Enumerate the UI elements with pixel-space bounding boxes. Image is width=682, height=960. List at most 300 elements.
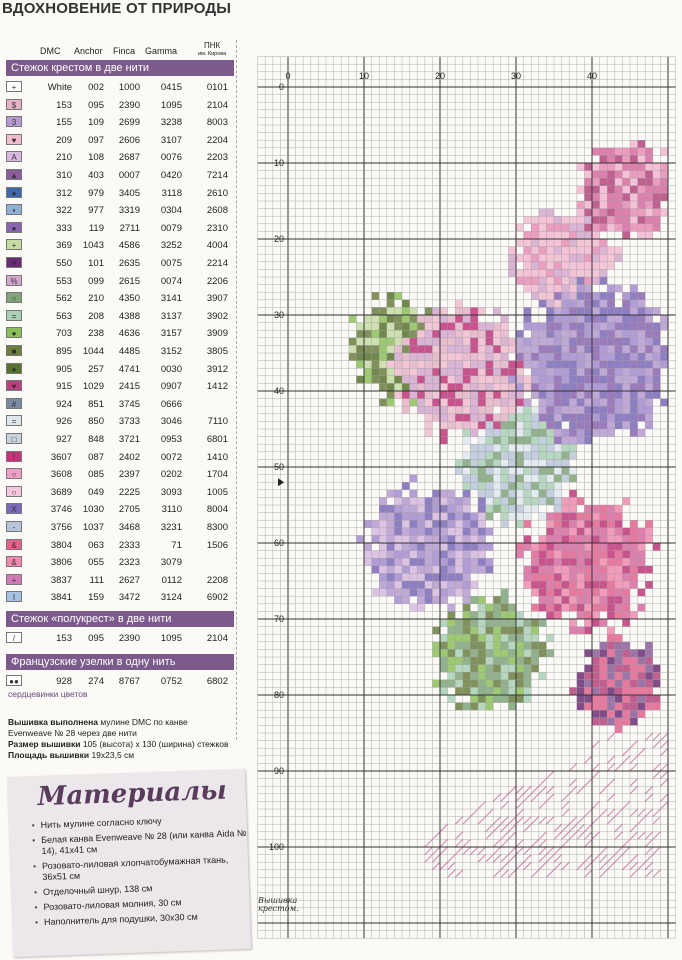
note-text: 19x23,5 см — [89, 750, 135, 760]
stitch-cell — [425, 543, 433, 551]
stitch-cell — [493, 421, 501, 429]
thread-code: 049 — [88, 486, 104, 498]
stitch-cell — [425, 589, 433, 597]
stitch-cell — [372, 589, 380, 597]
stitch-cell — [387, 391, 395, 399]
stitch-cell — [562, 459, 570, 467]
half-stitch — [493, 794, 501, 802]
stitch-cell — [516, 391, 524, 399]
stitch-cell — [577, 596, 585, 604]
materials-card — [7, 769, 251, 957]
y-tick-label: 100 — [268, 842, 284, 852]
stitch-cell — [440, 406, 448, 414]
stitch-cell — [546, 566, 554, 574]
stitch-cell — [440, 535, 448, 543]
stitch-cell — [524, 452, 532, 460]
stitch-cell — [607, 520, 615, 528]
stitch-cell — [607, 421, 615, 429]
stitch-cell — [364, 558, 372, 566]
stitch-cell — [615, 642, 623, 650]
thread-code: 369 — [56, 240, 72, 252]
stitch-cell — [524, 535, 532, 543]
stitch-cell — [516, 627, 524, 635]
stitch-cell — [531, 649, 539, 657]
half-stitch — [638, 832, 646, 840]
stitch-cell — [470, 452, 478, 460]
stitch-cell — [425, 505, 433, 513]
stitch-cell — [516, 224, 524, 232]
thread-code: 927 — [56, 434, 72, 445]
stitch-cell — [440, 589, 448, 597]
stitch-cell — [539, 209, 547, 217]
stitch-cell — [539, 285, 547, 293]
stitch-cell — [584, 543, 592, 551]
stitch-cell — [493, 414, 501, 422]
stitch-cell — [531, 429, 539, 437]
stitch-cell — [501, 444, 509, 452]
stitch-cell — [630, 209, 638, 217]
key-column-headers — [0, 40, 240, 60]
stitch-cell — [531, 361, 539, 369]
stitch-cell — [448, 414, 456, 422]
stitch-cell — [630, 186, 638, 194]
stitch-cell — [546, 338, 554, 346]
thread-code: 0072 — [160, 451, 182, 463]
stitch-cell — [554, 323, 562, 331]
stitch-cell — [539, 391, 547, 399]
stitch-cell — [372, 330, 380, 338]
stitch-cell — [577, 535, 585, 543]
stitch-cell — [531, 467, 539, 475]
stitch-cell — [493, 338, 501, 346]
half-stitch — [493, 839, 501, 847]
stitch-cell — [600, 224, 608, 232]
stitch-cell — [569, 262, 577, 270]
x-tick-label: 40 — [586, 71, 598, 81]
stitch-cell — [501, 399, 509, 407]
half-stitch — [455, 817, 463, 825]
stitch-cell — [539, 513, 547, 521]
stitch-cell — [455, 672, 463, 680]
stitch-cell — [501, 376, 509, 384]
thread-code: 0415 — [160, 82, 182, 93]
stitch-cell — [387, 307, 395, 315]
half-stitch — [660, 779, 668, 787]
thread-code: 3912 — [206, 363, 228, 375]
key-row — [6, 484, 234, 502]
stitch-cell — [569, 452, 577, 460]
half-stitch — [615, 763, 623, 771]
stitch-cell — [592, 703, 600, 711]
half-stitch — [630, 862, 638, 870]
stitch-cell — [539, 589, 547, 597]
stitch-cell — [516, 345, 524, 353]
stitch-cell — [638, 528, 646, 536]
stitch-cell — [615, 247, 623, 255]
stitch-cell — [493, 307, 501, 315]
stitch-cell — [577, 543, 585, 551]
thread-code: White — [47, 82, 72, 93]
half-stitch — [562, 832, 570, 840]
stitch-cell — [539, 459, 547, 467]
stitch-cell — [600, 292, 608, 300]
thread-code: 3902 — [206, 310, 228, 322]
stitch-cell — [584, 186, 592, 194]
stitch-cell — [569, 414, 577, 422]
key-row — [6, 449, 234, 467]
half-stitch — [531, 817, 539, 825]
stitch-cell — [577, 216, 585, 224]
key-col-gamma: Gamma — [145, 46, 178, 56]
stitch-cell — [539, 551, 547, 559]
stitch-cell — [486, 642, 494, 650]
half-stitch — [622, 801, 630, 809]
thread-code: 1005 — [206, 486, 228, 498]
stitch-cell — [584, 566, 592, 574]
stitch-cell — [660, 353, 668, 361]
stitch-cell — [486, 505, 494, 513]
stitch-cell — [394, 391, 402, 399]
stitch-cell — [600, 672, 608, 680]
stitch-cell — [440, 649, 448, 657]
stitch-cell — [562, 353, 570, 361]
stitch-cell — [600, 642, 608, 650]
stitch-cell — [463, 353, 471, 361]
stitch-cell — [524, 376, 532, 384]
half-stitch — [508, 847, 516, 855]
stitch-cell — [470, 596, 478, 604]
stitch-cell — [539, 566, 547, 574]
stitch-cell — [478, 414, 486, 422]
stitch-cell — [501, 627, 509, 635]
stitch-cell — [410, 315, 418, 323]
stitch-cell — [577, 604, 585, 612]
stitch-cell — [592, 323, 600, 331]
stitch-cell — [394, 581, 402, 589]
stitch-cell — [463, 672, 471, 680]
thread-code: 002 — [88, 82, 104, 93]
stitch-cell — [638, 171, 646, 179]
stitch-cell — [486, 627, 494, 635]
stitch-cell — [524, 634, 532, 642]
stitch-cell — [478, 535, 486, 543]
stitch-cell — [584, 209, 592, 217]
stitch-cell — [600, 695, 608, 703]
thread-code: 3907 — [206, 293, 228, 305]
stitch-cell — [387, 345, 395, 353]
stitch-cell — [569, 596, 577, 604]
stitch-cell — [486, 619, 494, 627]
stitch-cell — [448, 353, 456, 361]
stitch-cell — [607, 543, 615, 551]
stitch-cell — [387, 513, 395, 521]
stitch-cell — [402, 573, 410, 581]
stitch-cell — [387, 551, 395, 559]
half-stitch — [493, 817, 501, 825]
thread-code: 0953 — [160, 434, 182, 445]
stitch-cell — [448, 399, 456, 407]
stitch-cell — [554, 414, 562, 422]
half-stitch — [645, 847, 653, 855]
stitch-cell — [607, 414, 615, 422]
stitch-cell — [546, 596, 554, 604]
stitch-symbol-icon: $ — [6, 99, 22, 110]
thread-code: 3046 — [160, 416, 182, 428]
stitch-cell — [569, 239, 577, 247]
stitch-cell — [638, 193, 646, 201]
half-stitch — [478, 855, 486, 863]
stitch-cell — [531, 551, 539, 559]
x-tick-label: 30 — [510, 71, 522, 81]
stitch-cell — [554, 535, 562, 543]
stitch-cell — [546, 437, 554, 445]
stitch-cell — [501, 687, 509, 695]
stitch-cell — [486, 513, 494, 521]
stitch-cell — [592, 361, 600, 369]
stitch-cell — [592, 171, 600, 179]
stitch-cell — [569, 573, 577, 581]
stitch-cell — [432, 353, 440, 361]
stitch-cell — [478, 513, 486, 521]
stitch-cell — [577, 262, 585, 270]
stitch-cell — [584, 193, 592, 201]
stitch-cell — [394, 535, 402, 543]
half-stitch — [562, 862, 570, 870]
stitch-cell — [379, 558, 387, 566]
stitch-cell — [577, 383, 585, 391]
stitch-cell — [531, 665, 539, 673]
thread-code: 0304 — [160, 205, 182, 217]
stitch-cell — [562, 383, 570, 391]
half-stitch — [645, 870, 653, 878]
stitch-cell — [440, 421, 448, 429]
stitch-cell — [478, 680, 486, 688]
stitch-cell — [501, 497, 509, 505]
stitch-cell — [622, 710, 630, 718]
stitch-cell — [508, 703, 516, 711]
thread-code: 310 — [56, 170, 72, 181]
stitch-cell — [622, 216, 630, 224]
half-stitch — [448, 855, 456, 863]
stitch-cell — [630, 566, 638, 574]
stitch-cell — [600, 718, 608, 726]
stitch-cell — [387, 543, 395, 551]
stitch-cell — [455, 657, 463, 665]
stitch-cell — [516, 254, 524, 262]
half-stitch — [493, 855, 501, 863]
stitch-cell — [592, 338, 600, 346]
thread-code: 1410 — [206, 451, 228, 463]
stitch-cell — [501, 452, 509, 460]
stitch-cell — [387, 589, 395, 597]
stitch-cell — [402, 589, 410, 597]
thread-code: 2204 — [206, 134, 228, 146]
stitch-cell — [387, 323, 395, 331]
stitch-cell — [562, 391, 570, 399]
thread-code: 210 — [88, 293, 104, 305]
stitch-symbol-icon: ● — [6, 222, 22, 233]
stitch-cell — [448, 558, 456, 566]
half-stitch — [448, 862, 456, 870]
stitch-cell — [630, 520, 638, 528]
stitch-cell — [531, 376, 539, 384]
stitch-cell — [638, 695, 646, 703]
stitch-cell — [463, 551, 471, 559]
stitch-cell — [516, 239, 524, 247]
stitch-cell — [539, 475, 547, 483]
key-row — [6, 308, 234, 326]
stitch-cell — [546, 262, 554, 270]
thread-code: 8003 — [206, 117, 228, 129]
half-stitch — [607, 794, 615, 802]
stitch-cell — [630, 163, 638, 171]
stitch-cell — [463, 703, 471, 711]
stitch-cell — [394, 558, 402, 566]
stitch-cell — [478, 528, 486, 536]
stitch-cell — [463, 361, 471, 369]
stitch-cell — [577, 345, 585, 353]
stitch-cell — [501, 330, 509, 338]
half-stitch — [645, 794, 653, 802]
stitch-cell — [546, 467, 554, 475]
thread-code: 0666 — [160, 398, 182, 410]
stitch-cell — [531, 292, 539, 300]
stitch-cell — [432, 330, 440, 338]
stitch-cell — [630, 406, 638, 414]
stitch-cell — [486, 437, 494, 445]
stitch-cell — [622, 414, 630, 422]
stitch-cell — [539, 330, 547, 338]
stitch-cell — [410, 399, 418, 407]
stitch-cell — [379, 551, 387, 559]
stitch-cell — [516, 513, 524, 521]
stitch-cell — [592, 383, 600, 391]
stitch-cell — [607, 330, 615, 338]
stitch-cell — [607, 535, 615, 543]
thread-code: 099 — [88, 275, 104, 287]
stitch-cell — [524, 657, 532, 665]
thread-code: 3079 — [160, 557, 182, 569]
thread-code: 895 — [56, 346, 72, 357]
stitch-cell — [653, 307, 661, 315]
stitch-cell — [584, 285, 592, 293]
half-stitch — [607, 817, 615, 825]
key-row — [6, 114, 234, 132]
stitch-cell — [508, 399, 516, 407]
stitch-cell — [501, 421, 509, 429]
stitch-cell — [645, 224, 653, 232]
cross-stitch-pattern — [252, 45, 682, 945]
stitch-cell — [508, 619, 516, 627]
stitch-cell — [417, 383, 425, 391]
stitch-cell — [645, 345, 653, 353]
stitch-cell — [524, 490, 532, 498]
stitch-cell — [508, 680, 516, 688]
stitch-cell — [402, 558, 410, 566]
stitch-cell — [463, 368, 471, 376]
stitch-cell — [516, 368, 524, 376]
stitch-cell — [463, 307, 471, 315]
stitch-cell — [440, 505, 448, 513]
stitch-cell — [592, 277, 600, 285]
stitch-cell — [470, 528, 478, 536]
note-label: Размер вышивки — [8, 739, 81, 749]
stitch-cell — [493, 657, 501, 665]
stitch-cell — [562, 307, 570, 315]
stitch-cell — [592, 163, 600, 171]
column-divider — [236, 40, 237, 740]
stitch-cell — [562, 513, 570, 521]
stitch-cell — [630, 665, 638, 673]
half-stitch — [630, 832, 638, 840]
stitch-cell — [592, 148, 600, 156]
stitch-cell — [379, 307, 387, 315]
thread-code: 2699 — [118, 117, 140, 129]
stitch-cell — [478, 665, 486, 673]
stitch-cell — [463, 649, 471, 657]
stitch-cell — [440, 573, 448, 581]
stitch-cell — [577, 528, 585, 536]
stitch-cell — [600, 171, 608, 179]
stitch-cell — [455, 376, 463, 384]
stitch-cell — [463, 323, 471, 331]
stitch-cell — [577, 566, 585, 574]
stitch-cell — [508, 627, 516, 635]
stitch-cell — [607, 361, 615, 369]
stitch-cell — [554, 589, 562, 597]
thread-code: 3805 — [206, 346, 228, 357]
stitch-cell — [387, 383, 395, 391]
stitch-cell — [417, 406, 425, 414]
stitch-cell — [524, 383, 532, 391]
stitch-cell — [607, 209, 615, 217]
stitch-cell — [569, 254, 577, 262]
stitch-cell — [630, 383, 638, 391]
thread-code: 257 — [88, 363, 104, 375]
stitch-cell — [470, 482, 478, 490]
thread-code: 2608 — [206, 205, 228, 217]
stitch-cell — [478, 345, 486, 353]
stitch-cell — [569, 566, 577, 574]
stitch-cell — [607, 224, 615, 232]
stitch-cell — [410, 497, 418, 505]
stitch-cell — [569, 535, 577, 543]
stitch-cell — [577, 163, 585, 171]
stitch-cell — [387, 558, 395, 566]
stitch-cell — [508, 254, 516, 262]
stitch-cell — [440, 528, 448, 536]
stitch-cell — [653, 323, 661, 331]
stitch-cell — [448, 338, 456, 346]
stitch-cell — [516, 376, 524, 384]
stitch-cell — [455, 391, 463, 399]
stitch-cell — [615, 680, 623, 688]
stitch-cell — [440, 581, 448, 589]
page-title: ВДОХНОВЕНИЕ ОТ ПРИРОДЫ — [2, 0, 232, 17]
stitch-cell — [463, 414, 471, 422]
stitch-cell — [508, 345, 516, 353]
key-row — [6, 361, 234, 379]
stitch-cell — [372, 315, 380, 323]
half-stitch — [630, 824, 638, 832]
stitch-cell — [562, 216, 570, 224]
stitch-cell — [493, 611, 501, 619]
stitch-cell — [463, 687, 471, 695]
stitch-cell — [486, 475, 494, 483]
key-row — [6, 589, 234, 607]
stitch-cell — [417, 520, 425, 528]
stitch-cell — [600, 589, 608, 597]
